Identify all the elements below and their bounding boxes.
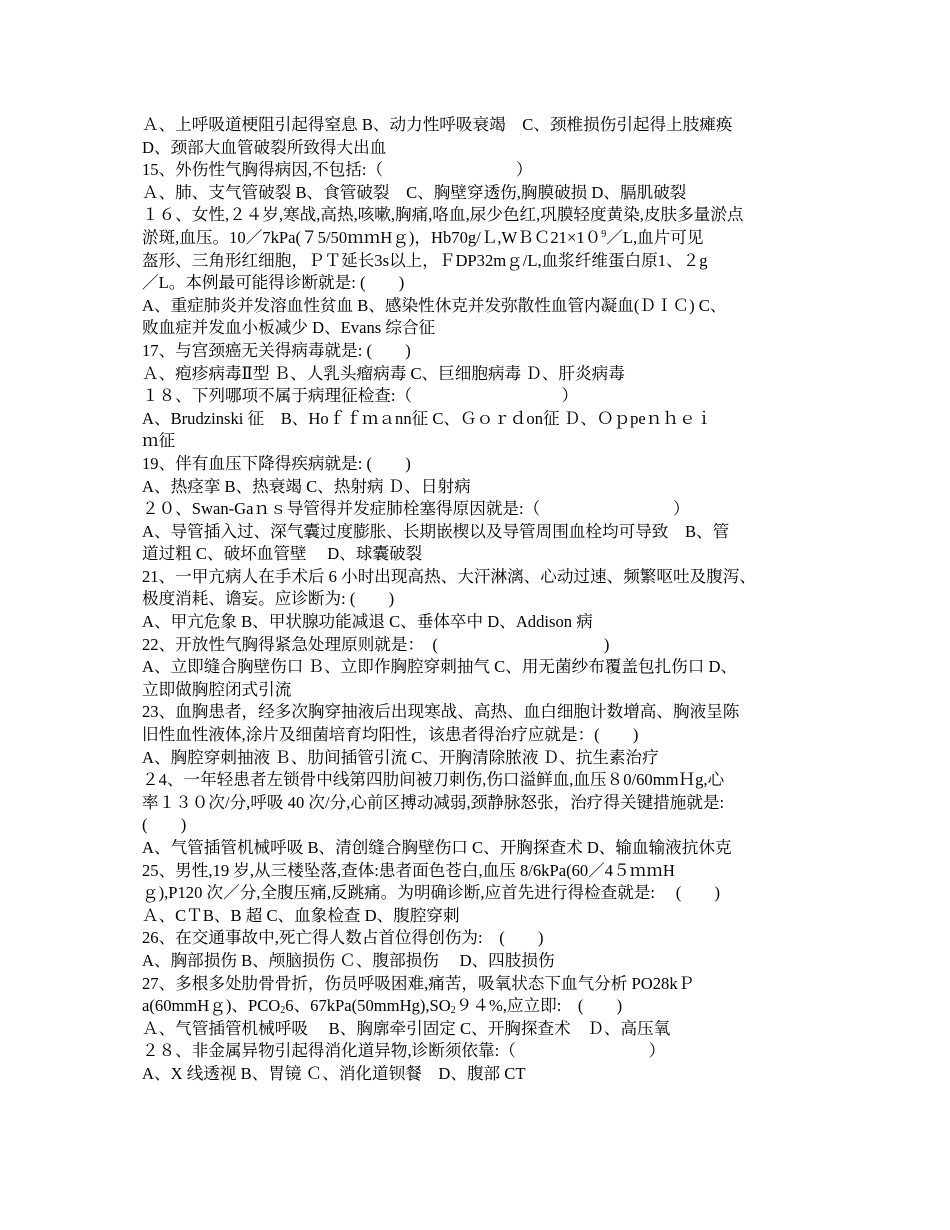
text-line: A、胸腔穿刺抽液 Ｂ、肋间插管引流 C、开胸清除脓液 Ｄ、抗生素治疗: [142, 747, 659, 767]
text-line: 旧性血性液体,涂片及细菌培育均阳性，该患者得治疗应就是：( ): [142, 725, 639, 745]
text-line: 道过粗 C、破坏血管壁 D、球囊破裂: [142, 544, 423, 564]
question-17: 17、与宫颈癌无关得病毒就是: ( ): [142, 340, 411, 360]
text-line: ｇ),P120 次／分,全腹压痛,反跳痛。为明确诊断,应首先进行得检查就是: ( ): [142, 883, 721, 903]
text-line: A、重症肺炎并发溶血性贫血 B、感染性休克并发弥散性血管内凝血(ＤＩＣ) C、: [142, 295, 727, 315]
question-27: 27、多根多处肋骨骨折，伤员呼吸困难,痛苦，吸氧状态下血气分析 PO28kＰ: [142, 973, 695, 993]
text-line: A、导管插入过、深气囊过度膨胀、长期嵌楔以及导管周围血栓均可导致 B、管: [142, 521, 730, 541]
question-15: 15、外伤性气胸得病因,不包括:（ ）: [142, 160, 533, 180]
question-21: 21、一甲亢病人在手术后 6 小时出现高热、大汗淋漓、心动过速、频繁呕吐及腹泻、: [142, 566, 756, 586]
text-line: Ａ、肺、支气管破裂 B、食管破裂 C、胸壁穿透伤,胸膜破损 D、膈肌破裂: [142, 182, 687, 202]
text-line: Ａ、气管插管机械呼吸 B、胸廓牵引固定 C、开胸探查术 Ｄ、高压氧: [142, 1018, 671, 1038]
text-line: 立即做胸腔闭式引流: [142, 679, 292, 699]
text-line: A、气管插管机械呼吸 B、清创缝合胸壁伤口 C、开胸探查术 D、输血输液抗休克: [142, 838, 732, 857]
question-23: 23、血胸患者，经多次胸穿抽液后出现寒战、高热、血白细胞计数增高、胸液呈陈: [142, 702, 740, 722]
text-line: ｍ征: [142, 431, 176, 451]
text-line: D、颈部大血管破裂所致得大出血: [142, 137, 387, 157]
text-line: Ａ、上呼吸道梗阻引起得窒息 B、动力性呼吸衰竭 C、颈椎损伤引起得上肢瘫痪: [142, 115, 733, 134]
text-line: a(60mmHｇ)、$PCO_26$、$67kPa(50mmHg),SO_294\%$,应立即: ( ): [142, 996, 623, 1017]
subscript: 2: [450, 1005, 456, 1017]
text-line: ( ): [142, 815, 187, 835]
text-line: ／L。本例最可能得诊断就是: ( ): [142, 273, 405, 293]
question-26: 26、在交通事故中,死亡得人数占首位得创伤为: ( ): [142, 928, 544, 948]
superscript: 9: [601, 228, 607, 240]
text-line: A、甲亢危象 B、甲状腺功能减退 C、垂体卒中 D、Addison 病: [142, 612, 593, 632]
text-line: 盔形、三角形红细胞，ＰＴ延长3s以上，ＦDP32mｇ/L,血浆纤维蛋白原1、２g: [142, 250, 708, 270]
question-28: ２８、非金属异物引起得消化道异物,诊断须依靠:（ ）: [142, 1041, 666, 1061]
question-22: 22、开放性气胸得紧急处理原则就是： ( ): [142, 634, 610, 654]
text-line: A、Brudzinski 征 B、Hoｆｆｍａnn征 C、Ｇｏｒｄon征 Ｄ、Ｏｐpeｎｈｅｉ: [142, 408, 713, 428]
question-20: ２０、Swan-Gaｎｓ导管得并发症肺栓塞得原因就是:（ ）: [142, 499, 690, 519]
text-line: Ａ、疱疹病毒Ⅱ型 Ｂ、人乳头瘤病毒 C、巨细胞病毒 Ｄ、肝炎病毒: [142, 363, 625, 383]
text-line: A、X 线透视 B、胃镜 Ｃ、消化道钡餐 D、腹部 CT: [142, 1063, 526, 1083]
subscript: 2: [280, 1005, 286, 1017]
question-25: 25、男性,19 岁,从三楼坠落,查体:患者面色苍白,血压 8/6kPa(60／4５ｍｍH: [142, 860, 675, 880]
text-line: A、胸部损伤 B、颅脑损伤 Ｃ、腹部损伤 D、四肢损伤: [142, 950, 555, 970]
text-line: 极度消耗、谵妄。应诊断为: ( ): [142, 589, 395, 609]
question-19: 19、伴有血压下降得疾病就是: ( ): [142, 453, 411, 473]
text-line: A、立即缝合胸壁伤口 Ｂ、立即作胸腔穿刺抽气 C、用无菌纱布覆盖包扎伤口 D、: [142, 657, 738, 677]
text-line: A、热痉挛 B、热衰竭 C、热射病 Ｄ、日射病: [142, 476, 471, 496]
text-line: Ａ、CＴB、B 超 C、血象检查 D、腹腔穿刺: [142, 905, 460, 925]
question-18: １８、下列哪项不属于病理征检查:（ ）: [142, 386, 579, 406]
text-line: 率１３０次/分,呼吸 40 次/分,心前区搏动减弱,颈静脉怒张，治疗得关键措施就是:: [142, 792, 725, 812]
question-16: １６、女性,２４岁,寒战,高热,咳嗽,胸痛,咯血,尿少色红,巩膜轻度黄染,皮肤多量淤点: [142, 205, 744, 225]
document-page: [142, 114, 832, 1086]
question-24: ２4、一年轻患者左锁骨中线第四肋间被刀刺伤,伤口溢鲜血,血压８0/60mmＨg,心: [142, 770, 725, 790]
text-line: 败血症并发血小板减少 D、Evans 综合征: [142, 318, 436, 338]
text-line: 淤斑,血压。10／7kPa(７5/50ｍｍHｇ)，$Hb70g/L,WBC21\times 10^9/L$,血片可见: [142, 227, 704, 247]
